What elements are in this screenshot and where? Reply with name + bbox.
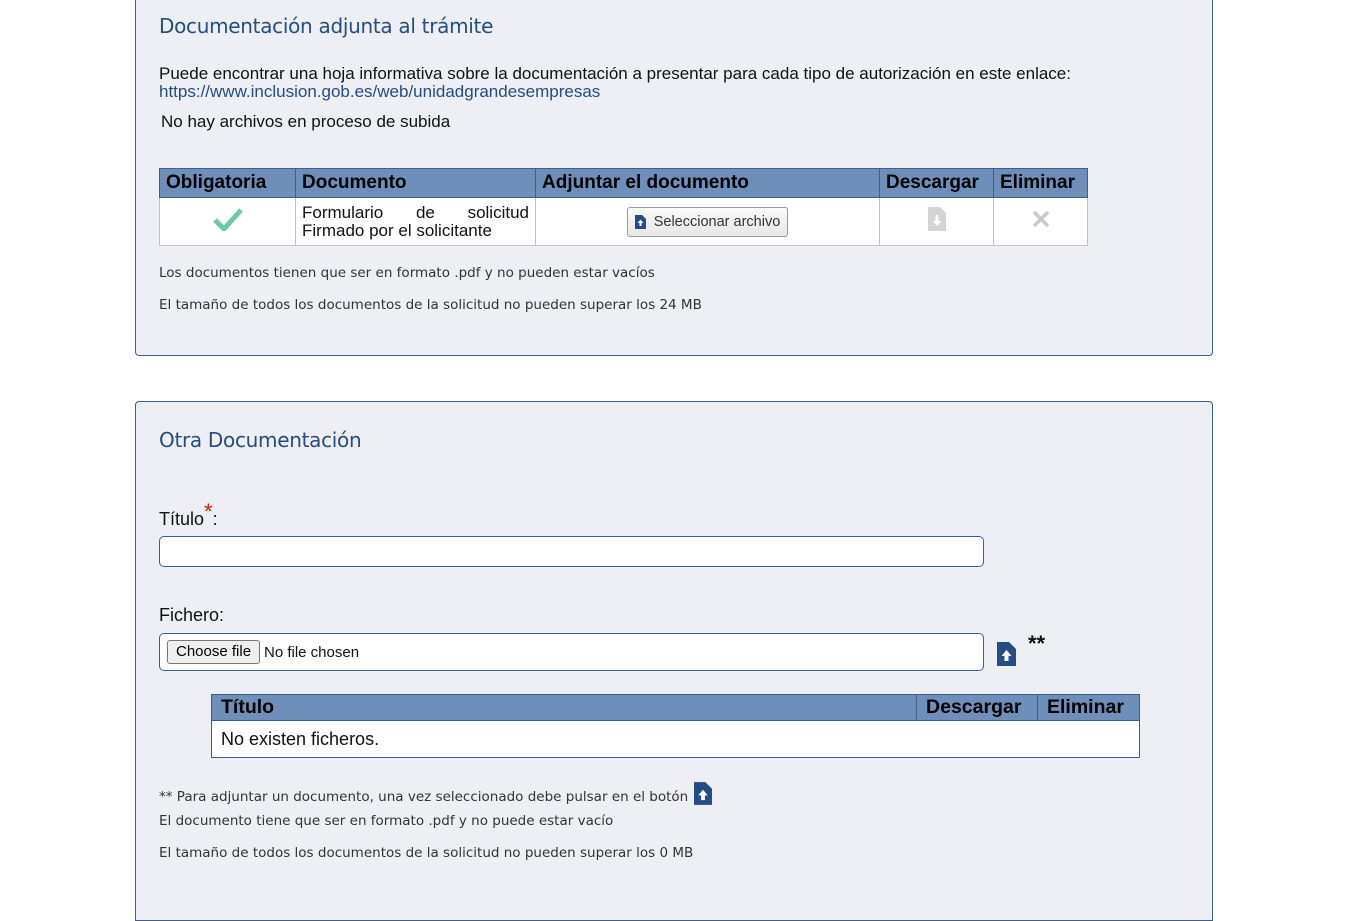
select-file-label: Seleccionar archivo bbox=[653, 213, 781, 230]
col-eliminar: Eliminar bbox=[1038, 695, 1140, 721]
select-file-button[interactable] bbox=[627, 207, 789, 237]
table-row bbox=[160, 198, 1088, 246]
empty-files-text: No existen ficheros. bbox=[212, 721, 1140, 758]
note-format: El documento tiene que ser en formato .pdf y no puede estar vacío bbox=[159, 813, 614, 829]
files-table bbox=[211, 694, 1140, 758]
no-file-text: No file chosen bbox=[264, 644, 360, 661]
choose-file-button[interactable]: Choose file bbox=[167, 640, 260, 664]
col-titulo: Título bbox=[212, 695, 917, 721]
required-cell bbox=[160, 198, 296, 246]
note-size: El tamaño de todos los documentos de la solicitud no pueden superar los 24 MB bbox=[159, 297, 702, 313]
double-star: ** bbox=[1028, 631, 1046, 656]
checkmark-icon bbox=[213, 207, 243, 231]
fichero-label: Fichero: bbox=[159, 605, 225, 625]
documents-table-header bbox=[160, 169, 1088, 198]
col-eliminar: Eliminar bbox=[994, 169, 1088, 198]
delete-cell bbox=[994, 198, 1088, 246]
note-size: El tamaño de todos los documentos de la solicitud no pueden superar los 0 MB bbox=[159, 845, 694, 861]
required-mark: * bbox=[204, 499, 213, 524]
file-download-icon[interactable] bbox=[928, 207, 946, 231]
col-descargar: Descargar bbox=[917, 695, 1038, 721]
documents-table bbox=[159, 168, 1088, 246]
other-documentation-panel bbox=[135, 401, 1213, 921]
attach-cell bbox=[536, 198, 880, 246]
file-upload-icon bbox=[635, 215, 646, 229]
documentation-panel bbox=[135, 0, 1213, 356]
info-link[interactable]: https://www.inclusion.gob.es/web/unidadgrandesempresas bbox=[159, 82, 601, 101]
upload-status: No hay archivos en proceso de subida bbox=[161, 112, 451, 131]
col-obligatoria: Obligatoria bbox=[160, 169, 296, 198]
file-upload-icon bbox=[694, 782, 712, 805]
note-format: Los documentos tienen que ser en formato .pdf y no pueden estar vacíos bbox=[159, 265, 655, 281]
titulo-input[interactable] bbox=[159, 536, 984, 567]
files-table-header bbox=[212, 695, 1140, 721]
close-icon[interactable] bbox=[1033, 211, 1049, 227]
col-documento: Documento bbox=[296, 169, 536, 198]
file-input[interactable] bbox=[159, 633, 984, 671]
col-adjuntar: Adjuntar el documento bbox=[536, 169, 880, 198]
titulo-label: Título*: bbox=[159, 499, 218, 529]
file-upload-icon[interactable] bbox=[997, 642, 1016, 666]
col-descargar: Descargar bbox=[880, 169, 994, 198]
section-title-other: Otra Documentación bbox=[159, 428, 362, 452]
info-text: Puede encontrar una hoja informativa sobre la documentación a presentar para cada tipo de autorización en este enlace: bbox=[159, 64, 1071, 83]
download-cell bbox=[880, 198, 994, 246]
document-name: Formulario de solicitud Firmado por el solicitante bbox=[296, 198, 536, 246]
section-title-documentation: Documentación adjunta al trámite bbox=[159, 14, 494, 38]
note-attach: ** Para adjuntar un documento, una vez seleccionado debe pulsar en el botón bbox=[159, 782, 712, 805]
table-row bbox=[212, 721, 1140, 758]
